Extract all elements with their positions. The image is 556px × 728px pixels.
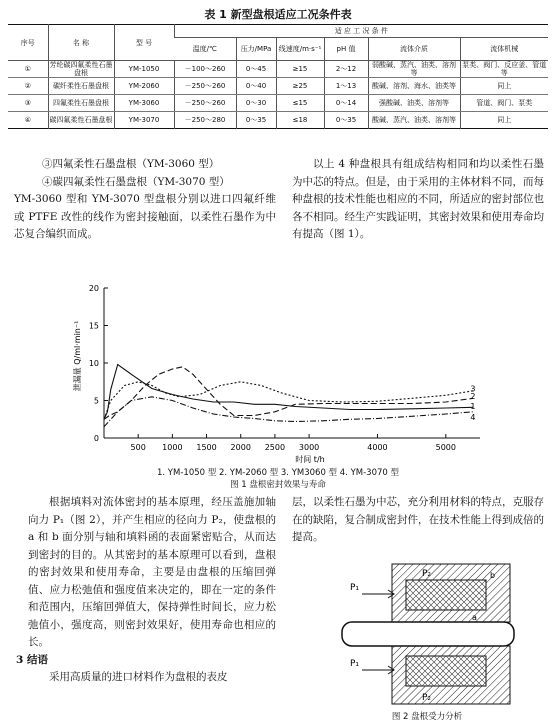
- cell-medium: 强酸碱、油类、溶剂等: [368, 95, 460, 112]
- y-axis-label: 泄漏量 Q/ml·min⁻¹: [73, 320, 82, 392]
- series-line-1: [104, 365, 476, 422]
- cell-speed: ≥15: [276, 61, 324, 78]
- cell-medium: 弱酸碱、蒸汽、油类、溶剂等: [368, 61, 460, 78]
- label-a: a: [472, 613, 477, 622]
- x-tick-label: 500: [130, 443, 146, 452]
- packing-upper-fill: [406, 580, 486, 610]
- item-4: ④碳四氟柔性石墨盘根（YM-3070 型）: [42, 175, 230, 188]
- col-model: 型 号: [114, 25, 174, 61]
- curve-label: 3: [470, 384, 476, 394]
- cell-name: 碳纤柔性石墨盘根: [48, 78, 114, 95]
- cell-machine: 管道、阀门、泵类: [460, 95, 548, 112]
- table-title: 表 1 新型盘根适应工况条件表: [204, 8, 352, 21]
- series-line-3: [104, 382, 476, 422]
- cell-model: YM-2060: [114, 78, 174, 95]
- table-row: [8, 95, 548, 112]
- cell-pressure: 0～30: [236, 95, 276, 112]
- curve-label: 1: [470, 401, 476, 411]
- conclusion-heading: 3 结语: [16, 653, 48, 666]
- cell-machine: 同上: [460, 78, 548, 95]
- force-arrow-top: [362, 590, 394, 598]
- col-machine: 流体机械: [460, 38, 548, 61]
- table-row: [8, 78, 548, 95]
- y-tick-label: 0: [93, 434, 99, 443]
- cell-speed: ≤15: [276, 95, 324, 112]
- fig2-caption: 图 2 盘根受力分析: [391, 712, 463, 722]
- cell-speed: ≤18: [276, 112, 324, 129]
- cell-pressure: 0～40: [236, 78, 276, 95]
- cell-model: YM-3060: [114, 95, 174, 112]
- cell-temp: －250～260: [174, 78, 236, 95]
- col-pressure: 压力/MPa: [236, 38, 276, 61]
- fig1-legend: 1. YM-1050 型 2. YM-2060 型 3. YM3060 型 4. YM-3070 型: [157, 468, 399, 478]
- lower-right-paragraph: 层，以柔性石墨为中芯，充分利用材料的特点，克服存在的缺陷，复合制成密封件，在技术性能上得到成倍的提高。: [292, 496, 544, 543]
- curve-label: 2: [470, 392, 476, 401]
- left-paragraph: YM-3060 型和 YM-3070 型盘根分别以进口四氟纤维或 PTFE 改性的线作为密封接触面，以柔性石墨作为中芯复合编织而成。: [14, 193, 276, 240]
- curve-label: 4: [470, 413, 476, 422]
- col-temp: 温度/℃: [174, 38, 236, 61]
- cell-name: 芳纶碳四氟柔性石墨盘根: [49, 61, 113, 77]
- label-p2-bottom: P₂: [422, 693, 432, 703]
- fig1-chart: [40, 276, 510, 466]
- item-3: ③四氟柔性石墨盘根（YM-3060 型）: [42, 158, 220, 170]
- cell-medium: 酸碱、溶剂、海水、油类等: [368, 78, 460, 95]
- cell-ph: 1～13: [324, 78, 368, 95]
- cell-machine: 同上: [460, 112, 548, 129]
- left-upper-text: [14, 156, 276, 244]
- x-tick-label: 2500: [264, 443, 286, 452]
- col-ph: pH 值: [324, 38, 368, 61]
- cell-temp: －250～280: [174, 112, 236, 129]
- col-group: 适 应 工 况 条 件: [174, 25, 548, 38]
- cell-machine: 泵类、阀门、反应釜、管道等: [460, 61, 548, 78]
- packing-lower-fill: [406, 656, 486, 686]
- col-name: 名 称: [48, 25, 114, 61]
- col-no: 序号: [8, 25, 48, 61]
- conclusion-paragraph: 采用高质量的进口材料作为盘根的表皮: [49, 671, 228, 683]
- cell-no: ①: [8, 61, 48, 78]
- cell-ph: 0～14: [324, 95, 368, 112]
- col-speed: 线速度/m·s⁻¹: [276, 38, 324, 61]
- cell-model: YM-3070: [114, 112, 174, 129]
- right-paragraph: 以上 4 种盘根具有组成结构相同和均以柔性石墨为中芯的特点。但是，由于采用的主体材料不同，而每种盘根的技术性能也相应的不同，所适应的密封部位也各不相同。经生产实践证明，其密封效果和使用寿命均有提高（图 1）。: [292, 158, 544, 240]
- lower-left-paragraph: 根据填料对流体密封的基本原理，经压盖施加轴向力 P₁（图 2），并产生相应的径向力 P₂，使盘根的 a 和 b 面分别与轴和填料函的表面紧密贴合，从而达到密封的目的。从其密封的基本原理可以看到，盘根的密封效果和使用寿命，主要是由盘根的压缩回弹值、应力松弛值和强度值来决定的，即在一定的条件和范围内，压缩回弹值大，保持弹性时间长，应力松弛值小，强度高，则密封效果好，使用寿命也相应的长。: [28, 496, 276, 648]
- fig2-diagram: [332, 560, 522, 710]
- cell-name: 碳四氟柔性石墨盘根: [48, 112, 114, 129]
- fig1-caption: 图 1 盘根密封效果与寿命: [230, 480, 326, 490]
- y-tick-label: 10: [88, 359, 99, 368]
- series-line-2: [104, 367, 476, 422]
- cell-pressure: 0～45: [236, 61, 276, 78]
- cell-speed: ≥25: [276, 78, 324, 95]
- table-row: [8, 61, 548, 78]
- cell-no: ③: [8, 95, 48, 112]
- lower-left: [16, 494, 276, 687]
- cell-pressure: 0～35: [236, 112, 276, 129]
- y-tick-label: 5: [93, 396, 99, 406]
- x-axis-label: 时间 t/h: [295, 455, 325, 464]
- col-medium: 流体介质: [368, 38, 460, 61]
- cell-ph: 2～12: [324, 61, 368, 78]
- table-row: [8, 112, 548, 129]
- label-p1-bottom: P₁: [350, 659, 360, 669]
- label-p1-top: P₁: [350, 583, 360, 593]
- cell-model: YM-1050: [114, 61, 174, 78]
- shaft: [342, 622, 514, 646]
- y-tick-label: 20: [88, 284, 99, 293]
- x-tick-label: 1000: [162, 443, 183, 452]
- cell-medium: 酸碱、蒸汽、油类、溶剂等: [368, 112, 460, 129]
- label-p2-top: P₂: [422, 569, 432, 579]
- force-arrow-bottom: [362, 666, 394, 674]
- x-tick-label: 2000: [230, 443, 251, 452]
- x-tick-label: 5000: [435, 443, 456, 452]
- cell-name: 四氟柔性石墨盘根: [48, 95, 114, 112]
- cell-ph: 0～35: [324, 112, 368, 129]
- x-tick-label: 4000: [367, 443, 388, 452]
- label-b: b: [490, 571, 496, 580]
- y-tick-label: 15: [88, 321, 99, 331]
- x-tick-label: 1500: [196, 443, 217, 452]
- series-line-4: [104, 397, 476, 427]
- cell-temp: －250～260: [174, 95, 236, 112]
- cell-temp: －100～260: [174, 61, 236, 78]
- cell-no: ②: [8, 78, 48, 95]
- x-tick-label: 3000: [298, 443, 320, 452]
- cell-no: ④: [24, 116, 31, 124]
- conditions-table: [8, 24, 548, 129]
